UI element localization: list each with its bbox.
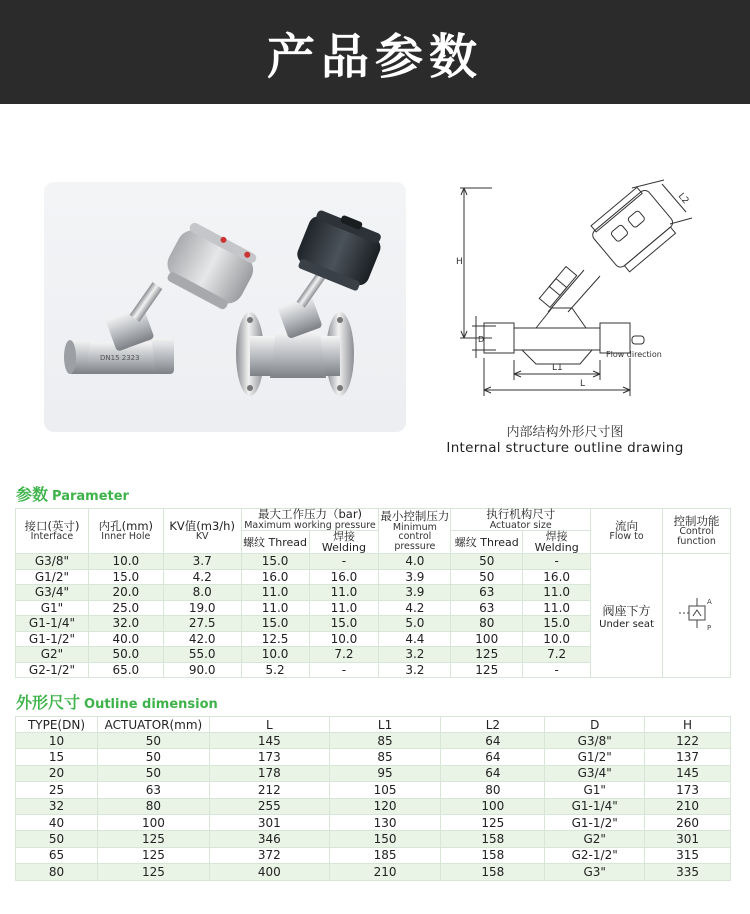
outline-title-en: Outline dimension bbox=[84, 697, 218, 712]
parameter-cell: 5.0 bbox=[379, 616, 451, 632]
outline-row bbox=[16, 749, 731, 765]
outline-cell: 40 bbox=[16, 814, 98, 830]
outline-cell: 372 bbox=[209, 847, 329, 863]
outline-cell: 346 bbox=[209, 831, 329, 847]
outline-cell: 15 bbox=[16, 749, 98, 765]
outline-row bbox=[16, 864, 731, 880]
parameter-cell: 11.0 bbox=[241, 585, 309, 601]
parameter-table bbox=[15, 508, 731, 678]
outline-cell: G2-1/2" bbox=[545, 847, 645, 863]
parameter-cell: G1/2" bbox=[16, 569, 89, 585]
outline-header-cell: H bbox=[645, 717, 731, 733]
parameter-cell: 50.0 bbox=[88, 647, 163, 663]
col-act-thread: 螺纹 Thread bbox=[451, 531, 523, 554]
parameter-cell: 5.2 bbox=[241, 662, 309, 678]
parameter-cell: 16.0 bbox=[241, 569, 309, 585]
l2-label: L2 bbox=[675, 191, 691, 207]
outline-cell: 125 bbox=[97, 831, 209, 847]
outline-cell: 173 bbox=[209, 749, 329, 765]
outline-cell: 100 bbox=[441, 798, 545, 814]
outline-cell: G3/4" bbox=[545, 765, 645, 781]
outline-cell: 95 bbox=[329, 765, 441, 781]
outline-cell: G1-1/4" bbox=[545, 798, 645, 814]
outline-cell: 50 bbox=[97, 749, 209, 765]
flow-value-cn: 阀座下方 bbox=[602, 603, 651, 618]
outline-cell: G1" bbox=[545, 782, 645, 798]
parameter-row bbox=[16, 554, 731, 570]
outline-cell: 212 bbox=[209, 782, 329, 798]
outline-cell: 64 bbox=[441, 749, 545, 765]
valve-symbol-icon bbox=[671, 594, 721, 634]
parameter-cell: 19.0 bbox=[163, 600, 241, 616]
parameter-cell: G2-1/2" bbox=[16, 662, 89, 678]
outline-cell: G1/2" bbox=[545, 749, 645, 765]
outline-cell: 100 bbox=[97, 814, 209, 830]
outline-cell: 10 bbox=[16, 733, 98, 749]
outline-cell: 185 bbox=[329, 847, 441, 863]
parameter-cell: - bbox=[309, 662, 379, 678]
page-title: 产品参数 bbox=[266, 28, 483, 85]
outline-table bbox=[15, 716, 731, 881]
header-banner bbox=[0, 0, 750, 104]
col-inner-hole: 内孔(mm) Inner Hole bbox=[88, 509, 163, 554]
outline-cell: 210 bbox=[329, 864, 441, 880]
parameter-cell: 11.0 bbox=[523, 585, 591, 601]
parameter-cell: 4.0 bbox=[379, 554, 451, 570]
parameter-title-cn: 参数 bbox=[16, 485, 49, 504]
outline-cell: G3" bbox=[545, 864, 645, 880]
parameter-cell: 100 bbox=[451, 631, 523, 647]
parameter-cell: 16.0 bbox=[523, 569, 591, 585]
dimension-diagram bbox=[452, 178, 702, 408]
outline-cell: 50 bbox=[97, 733, 209, 749]
parameter-cell: 125 bbox=[451, 662, 523, 678]
outline-cell: 335 bbox=[645, 864, 731, 880]
parameter-cell: 15.0 bbox=[523, 616, 591, 632]
parameter-cell: 4.4 bbox=[379, 631, 451, 647]
outline-cell: 125 bbox=[97, 864, 209, 880]
parameter-cell: G2" bbox=[16, 647, 89, 663]
outline-title-cn: 外形尺寸 bbox=[16, 693, 81, 712]
outline-cell: 150 bbox=[329, 831, 441, 847]
outline-cell: 301 bbox=[645, 831, 731, 847]
outline-row bbox=[16, 765, 731, 781]
outline-cell: 80 bbox=[97, 798, 209, 814]
outline-cell: 400 bbox=[209, 864, 329, 880]
flow-direction-label: Flow direction bbox=[606, 350, 662, 359]
outline-cell: 158 bbox=[441, 847, 545, 863]
parameter-cell: 3.2 bbox=[379, 662, 451, 678]
parameter-cell: 50 bbox=[451, 569, 523, 585]
outline-cell: 50 bbox=[16, 831, 98, 847]
parameter-cell: 10.0 bbox=[241, 647, 309, 663]
outline-header-cell: L bbox=[209, 717, 329, 733]
parameter-cell: 10.0 bbox=[309, 631, 379, 647]
col-max-thread: 螺纹 Thread bbox=[241, 531, 309, 554]
parameter-cell: 63 bbox=[451, 585, 523, 601]
parameter-cell: 15.0 bbox=[241, 554, 309, 570]
outline-cell: 80 bbox=[16, 864, 98, 880]
outline-cell: 173 bbox=[645, 782, 731, 798]
outline-header-cell: D bbox=[545, 717, 645, 733]
outline-cell: 210 bbox=[645, 798, 731, 814]
outline-cell: 64 bbox=[441, 765, 545, 781]
parameter-cell: G1" bbox=[16, 600, 89, 616]
product-photo bbox=[44, 182, 406, 432]
outline-cell: 145 bbox=[209, 733, 329, 749]
parameter-cell: G3/8" bbox=[16, 554, 89, 570]
h-label: H bbox=[456, 257, 463, 267]
parameter-cell: 55.0 bbox=[163, 647, 241, 663]
parameter-cell: 8.0 bbox=[163, 585, 241, 601]
parameter-cell: 42.0 bbox=[163, 631, 241, 647]
outline-cell: G3/8" bbox=[545, 733, 645, 749]
parameter-cell: 50 bbox=[451, 554, 523, 570]
parameter-cell: G1-1/2" bbox=[16, 631, 89, 647]
parameter-cell: 10.0 bbox=[88, 554, 163, 570]
col-max-pressure: 最大工作压力（bar) Maximum working pressure bbox=[241, 509, 379, 531]
l1-label: L1 bbox=[552, 363, 563, 373]
parameter-cell: 10.0 bbox=[523, 631, 591, 647]
valve-illustration bbox=[44, 182, 406, 432]
parameter-cell: 3.9 bbox=[379, 585, 451, 601]
parameter-cell: 11.0 bbox=[309, 585, 379, 601]
outline-header-cell: TYPE(DN) bbox=[16, 717, 98, 733]
outline-cell: 130 bbox=[329, 814, 441, 830]
parameter-cell: 7.2 bbox=[309, 647, 379, 663]
outline-row bbox=[16, 814, 731, 830]
outline-row bbox=[16, 847, 731, 863]
outline-cell: 64 bbox=[441, 733, 545, 749]
parameter-cell: 16.0 bbox=[309, 569, 379, 585]
col-actuator-size: 执行机构尺寸 Actuator size bbox=[451, 509, 591, 531]
parameter-cell: 80 bbox=[451, 616, 523, 632]
outline-cell: 50 bbox=[97, 765, 209, 781]
outline-cell: 65 bbox=[16, 847, 98, 863]
d-label: D bbox=[478, 335, 485, 344]
parameter-cell: 11.0 bbox=[241, 600, 309, 616]
outline-cell: 85 bbox=[329, 749, 441, 765]
col-min-pressure: 最小控制压力 Minimum control pressure bbox=[380, 509, 450, 552]
parameter-cell: 90.0 bbox=[163, 662, 241, 678]
parameter-cell: 12.5 bbox=[241, 631, 309, 647]
outline-cell: 158 bbox=[441, 864, 545, 880]
parameter-cell: - bbox=[523, 662, 591, 678]
parameter-cell: G3/4" bbox=[16, 585, 89, 601]
col-control-function: 控制功能 Control function bbox=[662, 509, 730, 554]
outline-cell: 255 bbox=[209, 798, 329, 814]
outline-cell: 20 bbox=[16, 765, 98, 781]
parameter-cell: - bbox=[309, 554, 379, 570]
col-act-welding: 焊接 Welding bbox=[523, 531, 591, 554]
outline-cell: 178 bbox=[209, 765, 329, 781]
col-max-welding: 焊接 Welding bbox=[309, 531, 379, 554]
symbol-p-label: P bbox=[707, 624, 712, 632]
outline-header-cell: ACTUATOR(mm) bbox=[97, 717, 209, 733]
outline-header-cell: L1 bbox=[329, 717, 441, 733]
parameter-cell: 7.2 bbox=[523, 647, 591, 663]
outline-cell: 125 bbox=[97, 847, 209, 863]
flow-value-en: Under seat bbox=[599, 618, 654, 630]
flow-to-cell bbox=[591, 554, 663, 678]
outline-header-cell: L2 bbox=[441, 717, 545, 733]
parameter-cell: 40.0 bbox=[88, 631, 163, 647]
outline-row bbox=[16, 798, 731, 814]
parameter-cell: 11.0 bbox=[309, 600, 379, 616]
parameter-cell: 125 bbox=[451, 647, 523, 663]
parameter-cell: 20.0 bbox=[88, 585, 163, 601]
parameter-cell: 3.7 bbox=[163, 554, 241, 570]
outline-cell: 25 bbox=[16, 782, 98, 798]
parameter-section-title bbox=[16, 482, 129, 505]
parameter-cell: 63 bbox=[451, 600, 523, 616]
outline-cell: 137 bbox=[645, 749, 731, 765]
parameter-cell: - bbox=[523, 554, 591, 570]
outline-cell: 145 bbox=[645, 765, 731, 781]
l-label: L bbox=[580, 379, 586, 389]
outline-cell: 85 bbox=[329, 733, 441, 749]
col-interface: 接口(英寸) Interface bbox=[16, 509, 89, 554]
outline-cell: 122 bbox=[645, 733, 731, 749]
outline-cell: 158 bbox=[441, 831, 545, 847]
parameter-cell: 27.5 bbox=[163, 616, 241, 632]
drawing-caption-en: Internal structure outline drawing bbox=[446, 440, 684, 456]
outline-cell: 120 bbox=[329, 798, 441, 814]
outline-cell: 63 bbox=[97, 782, 209, 798]
control-function-cell bbox=[662, 554, 730, 678]
parameter-cell: 15.0 bbox=[88, 569, 163, 585]
outline-cell: G2" bbox=[545, 831, 645, 847]
outline-cell: 301 bbox=[209, 814, 329, 830]
outline-cell: 32 bbox=[16, 798, 98, 814]
outline-row bbox=[16, 782, 731, 798]
symbol-a-label: A bbox=[707, 598, 713, 606]
parameter-cell: 15.0 bbox=[309, 616, 379, 632]
outline-row bbox=[16, 733, 731, 749]
col-flow-to: 流向 Flow to bbox=[591, 509, 663, 554]
parameter-cell: 32.0 bbox=[88, 616, 163, 632]
drawing-caption-cn: 内部结构外形尺寸图 bbox=[506, 425, 624, 440]
col-kv: KV值(m3/h) KV bbox=[163, 509, 241, 554]
parameter-cell: 11.0 bbox=[523, 600, 591, 616]
outline-section-title bbox=[16, 690, 218, 713]
outline-cell: 80 bbox=[441, 782, 545, 798]
outline-cell: 315 bbox=[645, 847, 731, 863]
outline-cell: 260 bbox=[645, 814, 731, 830]
outline-drawing bbox=[452, 178, 702, 408]
body-marking: DN15 2323 bbox=[100, 354, 140, 362]
parameter-cell: 4.2 bbox=[379, 600, 451, 616]
outline-row bbox=[16, 831, 731, 847]
outline-cell: 125 bbox=[441, 814, 545, 830]
parameter-cell: 25.0 bbox=[88, 600, 163, 616]
parameter-cell: 15.0 bbox=[241, 616, 309, 632]
parameter-title-en: Parameter bbox=[52, 489, 129, 504]
parameter-cell: 3.2 bbox=[379, 647, 451, 663]
outline-cell: 105 bbox=[329, 782, 441, 798]
parameter-cell: 4.2 bbox=[163, 569, 241, 585]
parameter-cell: 65.0 bbox=[88, 662, 163, 678]
parameter-cell: G1-1/4" bbox=[16, 616, 89, 632]
parameter-cell: 3.9 bbox=[379, 569, 451, 585]
outline-cell: G1-1/2" bbox=[545, 814, 645, 830]
